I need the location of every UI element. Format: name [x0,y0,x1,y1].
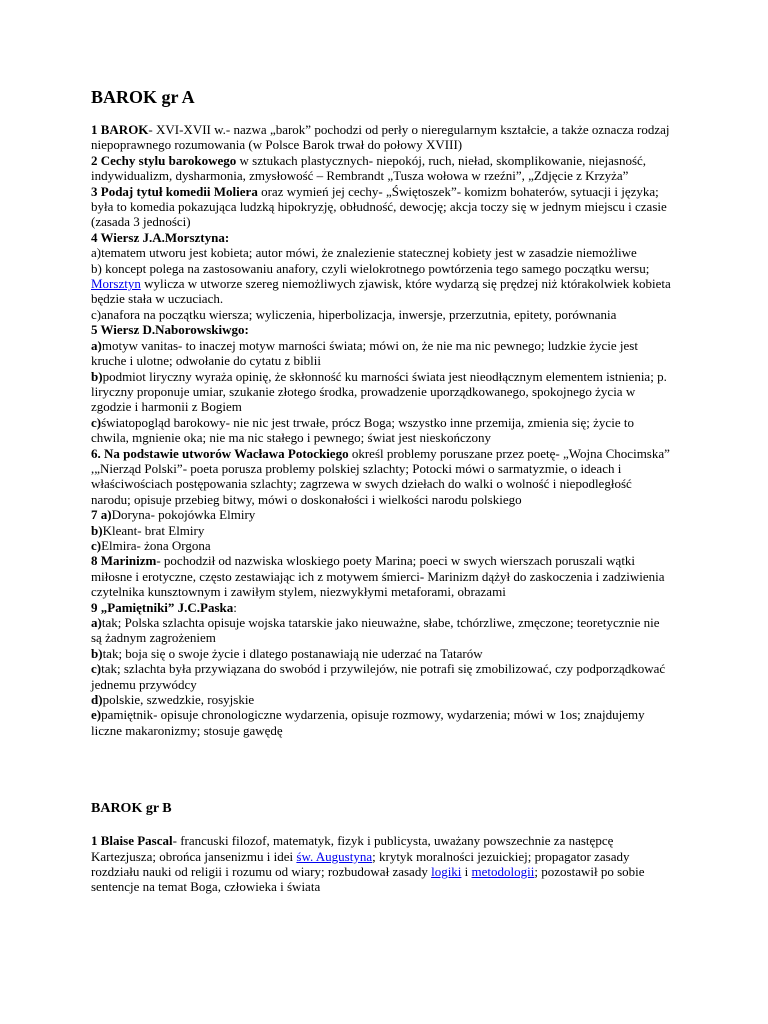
paragraph-9d [91,692,671,707]
paragraph-b1 [91,833,671,895]
paragraph-text: tak; boja się o swoje życie i dlatego postanawiają nie uderzać na Tatarów [102,645,483,661]
paragraph-text: i [461,864,472,880]
paragraph-text: Doryna- pokojówka Elmiry [111,507,256,523]
item-number: 4 Wiersz J.A.Morsztyna: [91,229,230,245]
paragraph-2 [91,153,671,184]
paragraph-text: światopogląd barokowy- nie nic jest trwałe, prócz Boga; wszystko inne przemija, zmienia się; życie to chwila, mgnienie oka; nie ma nic stałego i pewnego; świat jest nieskończony [91,414,634,446]
document-page [91,86,671,895]
paragraph-text: ; krytyk moralności jezuickiej; propagator zasady rozdziału nauki od religii i rozumu od wiary; rozbudował zasady [91,848,630,880]
item-letter: b) [91,645,103,661]
paragraph-text: oraz wymień jej cechy- „Świętoszek”- komizm bohaterów, sytuacji i języka; była to komedia pokazująca ludzką hipokryzję, obłudność, dewocję; akcja toczy się w jednym miejscu i czasie (zasada 3 jedności) [91,183,667,230]
item-letter: a) [91,615,102,630]
section-b-title: BAROK gr B [91,801,172,817]
paragraph-text: motyw vanitas- to inaczej motyw marności świata; mówi on, że nie ma nic pewnego; ludzkie życie jest kruche i ulotne; odwołanie do cytatu z biblii [91,337,638,369]
paragraph-text: Elmira- żona Orgona [101,537,211,553]
paragraph-9c [91,661,671,692]
paragraph-4a: a)tematem utworu jest kobieta; autor mówi, że znalezienie statecznej kobiety jest w zasadzie niemożliwe [91,245,637,261]
item-letter: d) [91,692,103,708]
paragraph-9-heading [91,600,671,615]
paragraph-text: podmiot liryczny wyraża opinię, że skłonność ku marności świata jest nieodłącznym elementem istnienia; p. liryczny proponuje umiar, szukanie złotego środka, prowadzenie uporządkowanego, spokojnego życia w zgodzie i harmonii z Bogiem [91,368,667,415]
paragraph-4c: c)anafora na początku wiersza; wyliczenia, hiperbolizacja, inwersje, przerzutnia, epitety, porównania [91,306,617,322]
item-number: 5 Wiersz D.Naborowskiwgo: [91,322,249,338]
paragraph-7b [91,523,671,538]
item-number: 1 BAROK [91,122,149,137]
paragraph-text: - XVI-XVII w.- nazwa „barok” pochodzi od perły o nieregularnym kształcie, a także oznacza rodzaj niepoprawnego rozumowania (w Polsce Barok trwał do połowy XVIII) [91,122,670,153]
paragraph-text: pamiętnik- opisuje chronologiczne wydarzenia, opisuje rozmowy, wydarzenia; mówi w 1os; znajdujemy liczne makaronizmy; stosuje gawędę [91,707,645,738]
paragraph-text: Kleant- brat Elmiry [102,522,205,538]
paragraph-text: określ problemy poruszane przez poetę- „Wojna Chocimska” ,„Nierząd Polski”- poeta porusza problemy polskiej szlachty; Potocki mówi o sarmatyzmie, o ideach i właściwościach postępowania szlachty; zagrzewa w swych dziełach do walki o wolność i niepodległość narodu; opisuje przebieg bitwy, mówi o doskonałości i wielkości narodu polskiego [91,445,670,507]
item-number: 3 Podaj tytuł komedii Moliera [91,183,258,199]
paragraph-7c [91,538,671,553]
paragraph-4b [91,261,671,307]
paragraph-1 [91,122,671,153]
item-number: 1 Blaise Pascal [91,833,173,849]
paragraph-5b [91,369,671,415]
paragraph-3 [91,184,671,230]
paragraph-9b [91,646,671,661]
item-number: 8 Marinizm [91,553,157,569]
item-number: 6. Na podstawie utworów Wacława Potockiego [91,445,349,461]
augustyn-link[interactable]: św. Augustyna [296,848,373,864]
paragraph-text: tak; Polska szlachta opisuje wojska tatarskie jako nieuważne, słabe, tchórzliwe, zmęczone; teoretycznie nie są żadnym zagrożeniem [91,615,660,646]
item-number: 2 Cechy stylu barokowego [91,152,237,168]
item-letter: c) [91,661,102,677]
paragraph-9a [91,615,671,646]
paragraph-8 [91,553,671,599]
paragraph-text: b) koncept polega na zastosowaniu anafory, czyli wielokrotnego powtórzenia tego samego początku wersu; [91,260,650,276]
item-letter: b) [91,368,103,384]
paragraph-text: : [233,599,237,615]
item-letter: e) [91,707,102,723]
item-letter: c) [91,414,102,430]
paragraph-text: w sztukach plastycznych- niepokój, ruch, nieład, skomplikowanie, niejasność, indywidualizm, dysharmonia, zmysłowość – Rembrandt „Tusza wołowa w rzeźni”, „Zdjęcie z Krzyża” [91,152,647,184]
section-gap [91,738,671,800]
paragraph-9e [91,707,671,738]
paragraph-text: polskie, szwedzkie, rosyjskie [102,692,255,708]
paragraph-text: - francuski filozof, matematyk, fizyk i publicysta, uważany powszechnie za następcę Kartezjusza; obrońca jansenizmu i idei [91,833,614,864]
item-letter: b) [91,522,103,538]
item-number: 7 a) [91,507,112,523]
section-a-title: BAROK gr A [91,87,195,107]
metodologii-link[interactable]: metodologii [471,864,535,880]
item-number: 9 „Pamiętniki” J.C.Paska [91,599,234,615]
morsztyn-link[interactable]: Morsztyn [91,276,141,292]
paragraph-text: wylicza w utworze szereg niemożliwych zjawisk, które wydarzą się prędzej niż którakolwiek kobieta będzie stała w uczuciach. [91,276,671,307]
paragraph-5c [91,415,671,446]
logiki-link[interactable]: logiki [431,864,462,880]
paragraph-4-heading [91,230,671,245]
paragraph-text: tak; szlachta była przywiązana do swobód i przywilejów, nie potrafi się zmobilizować, czy podporządkować jednemu przywódcy [91,661,666,692]
paragraph-text: - pochodził od nazwiska wloskiego poety Marina; poeci w swych wierszach poruszali wątki miłosne i erotyczne, często zestawiając ich z motywem śmierci- Marinizm dążył do zaskoczenia i zadziwienia czytelnika kunsztownym i zawiłym stylem, niezwykłymi metaforami, obrazami [91,553,665,600]
paragraph-6 [91,446,671,508]
paragraph-text: ; pozostawił po sobie sentencje na temat Boga, człowieka i świata [91,864,645,895]
paragraph-7a [91,507,671,522]
item-letter: c) [91,537,102,553]
item-letter: a) [91,337,102,353]
paragraph-5-heading [91,322,671,337]
paragraph-5a [91,338,671,369]
